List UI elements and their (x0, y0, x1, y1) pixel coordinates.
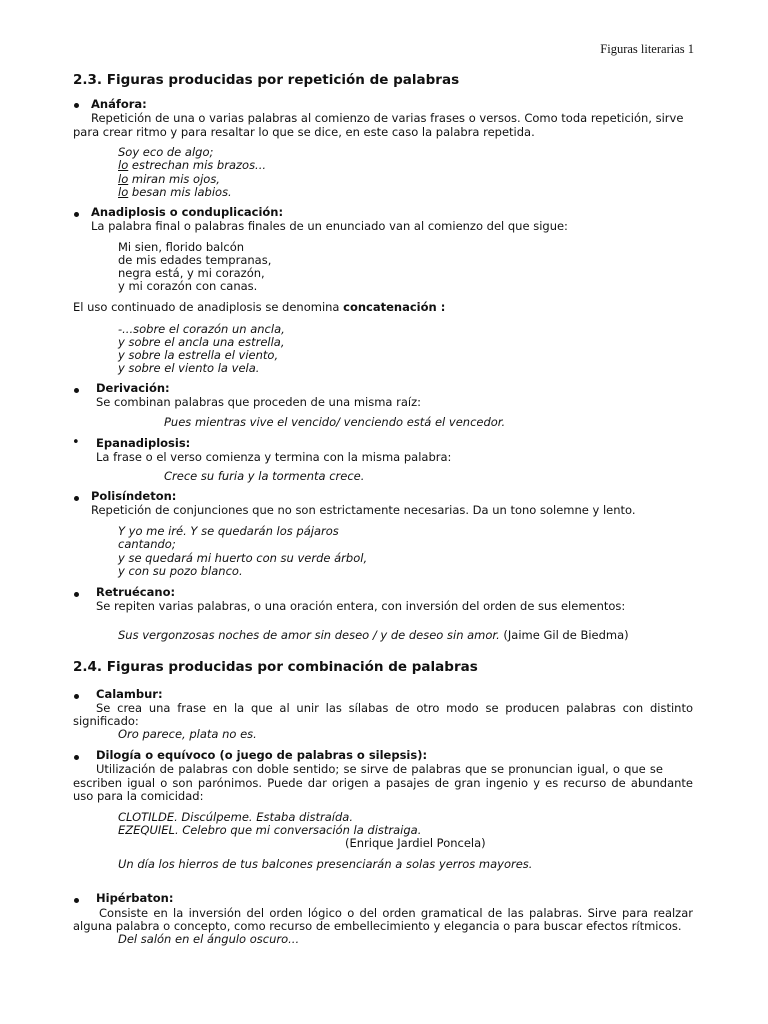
definition-line: Se combinan palabras que proceden de una misma raíz: (96, 395, 422, 409)
term-polisindeton: Polisíndeton: (91, 489, 177, 503)
concatenation-intro: El uso continuado de anadiplosis se denomina concatenación : (73, 300, 446, 314)
definition-line: Repetición de una o varias palabras al comienzo de varias frases o versos. Como toda repetición, sirve (91, 111, 684, 125)
definition-line: para crear ritmo y para resaltar lo que se dice, en este caso la palabra repetida. (73, 125, 535, 139)
example-line: lo estrechan mis brazos... (118, 158, 267, 172)
section-title: 2.4. Figuras producidas por combinación de palabras (73, 659, 478, 675)
term-retruecano: Retruécano: (96, 585, 176, 599)
example-line: CLOTILDE. Discúlpeme. Estaba distraída. (118, 810, 353, 824)
bullet-star-icon: • (72, 435, 80, 450)
example-line: Y yo me iré. Y se quedarán los pájaros (118, 524, 339, 538)
term-anadiplosis: Anadiplosis o conduplicación: (91, 205, 284, 219)
definition-line: La frase o el verso comienza y termina con la misma palabra: (96, 450, 452, 464)
example-line: -...sobre el corazón un ancla, (118, 322, 285, 336)
example-line: Crece su furia y la tormenta crece. (164, 469, 365, 483)
definition-line: Consiste en la inversión del orden lógico o del orden gramatical de las palabras. Sirve para realzar (99, 906, 693, 920)
example-line: y mi corazón con canas. (118, 279, 258, 293)
bullet-icon (74, 388, 79, 393)
example-line: Oro parece, plata no es. (118, 727, 257, 741)
definition-line: Utilización de palabras con doble sentido; se sirve de palabras que se pronuncian igual, o que se (96, 762, 663, 776)
example-line: lo besan mis labios. (118, 185, 232, 199)
term-epanadiplosis: Epanadiplosis: (96, 436, 191, 450)
example-line: lo miran mis ojos, (118, 172, 220, 186)
definition-line: escriben igual o son parónimos. Puede dar origen a pasajes de gran ingenio y es recurso de abundante (73, 776, 693, 790)
example-line: y sobre el ancla una estrella, (118, 335, 285, 349)
term-hiperbaton: Hipérbaton: (96, 891, 174, 905)
term-calambur: Calambur: (96, 687, 163, 701)
bullet-icon (74, 755, 79, 760)
bullet-icon (74, 898, 79, 903)
bullet-icon (74, 496, 79, 501)
definition-line: significado: (73, 714, 139, 728)
example-line: EZEQUIEL. Celebro que mi conversación la distraiga. (118, 823, 422, 837)
example-line: negra está, y mi corazón, (118, 266, 265, 280)
example-line: y se quedará mi huerto con su verde árbol, (118, 551, 368, 565)
bullet-icon (74, 694, 79, 699)
running-header: Figuras literarias 1 (600, 42, 694, 56)
example-line: Soy eco de algo; (118, 145, 214, 159)
example-line: Un día los hierros de tus balcones presenciarán a solas yerros mayores. (118, 857, 533, 871)
definition-line: La palabra final o palabras finales de un enunciado van al comienzo del que sigue: (91, 219, 568, 233)
example-line: Pues mientras vive el vencido/ venciendo está el vencedor. (164, 415, 506, 429)
author-credit: (Enrique Jardiel Poncela) (345, 836, 486, 850)
example-line: y con su pozo blanco. (118, 564, 243, 578)
definition-line: Se repiten varias palabras, o una oración entera, con inversión del orden de sus elementos: (96, 599, 626, 613)
example-line: Sus vergonzosas noches de amor sin deseo / y de deseo sin amor. (Jaime Gil de Biedma) (118, 628, 629, 642)
example-line: cantando; (118, 537, 176, 551)
section-title: 2.3. Figuras producidas por repetición de palabras (73, 72, 460, 88)
term-dilogia: Dilogía o equívoco (o juego de palabras o silepsis): (96, 748, 428, 762)
bullet-icon (74, 103, 79, 108)
example-line: de mis edades tempranas, (118, 253, 272, 267)
term-anafora: Anáfora: (91, 97, 147, 111)
example-line: y sobre la estrella el viento, (118, 348, 279, 362)
definition-line: uso para la comicidad: (73, 789, 204, 803)
example-line: Mi sien, florido balcón (118, 240, 245, 254)
definition-line: alguna palabra o concepto, como recurso de embellecimiento y elegancia o para buscar efectos rítmicos. (73, 919, 682, 933)
bullet-icon (74, 212, 79, 217)
term-derivacion: Derivación: (96, 381, 170, 395)
bullet-icon (74, 592, 79, 597)
definition-line: Se crea una frase en la que al unir las sílabas de otro modo se producen palabras con distinto (96, 701, 693, 715)
definition-line: Repetición de conjunciones que no son estrictamente necesarias. Da un tono solemne y lento. (91, 503, 636, 517)
example-line: Del salón en el ángulo oscuro... (118, 932, 300, 946)
example-line: y sobre el viento la vela. (118, 361, 260, 375)
